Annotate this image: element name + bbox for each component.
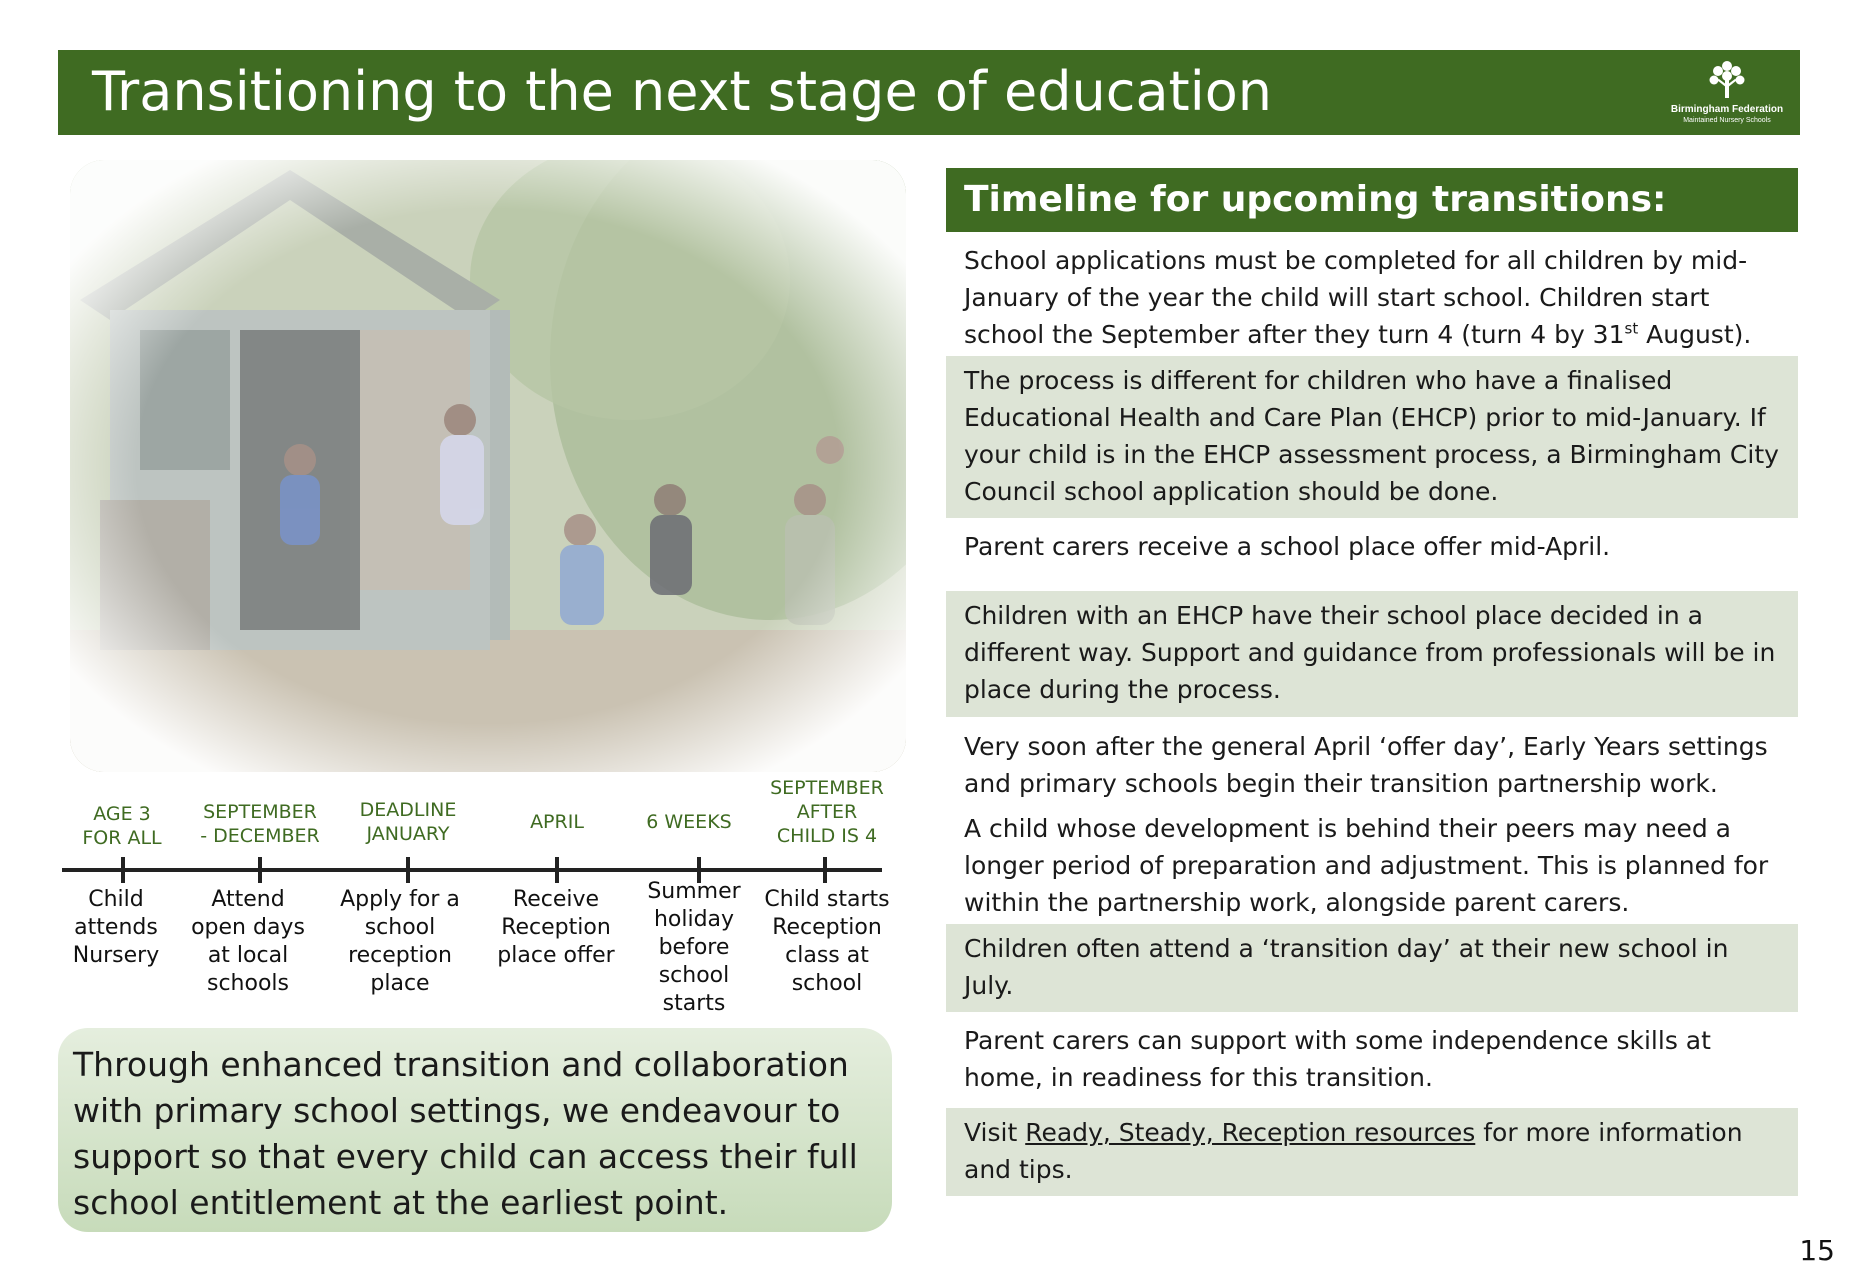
info-row: Children with an EHCP have their school place decided in a different way. Support and guidance from professionals will be in place during the process. [946, 591, 1798, 717]
timeline-label: APRIL [530, 811, 584, 833]
timeline-label: AGE 3 FOR ALL [82, 803, 162, 849]
timeline-description: Apply for a school reception place [340, 887, 460, 996]
info-row [946, 240, 1798, 354]
info-row: Parent carers can support with some independence skills at home, in readiness for this transition. [964, 1026, 1711, 1092]
timeline-label: 6 WEEKS [646, 811, 732, 833]
info-row [946, 1108, 1798, 1196]
summary-callout: Through enhanced transition and collaboration with primary school settings, we endeavour to support so that every child can access their full school entitlement at the earliest point. [58, 1028, 892, 1232]
federation-logo [1662, 58, 1792, 130]
timeline-label: DEADLINE JANUARY [359, 799, 457, 845]
logo-text-sub: Maintained Nursery Schools [1683, 117, 1771, 124]
timeline-tick [555, 857, 559, 883]
timeline-tick [121, 857, 125, 883]
info-text: School applications must be completed for all children by mid-January of the year the child will start school. Children start school the September after they turn 4 (turn 4 by 31 [964, 246, 1748, 349]
info-row: Parent carers receive a school place offer mid-April. [964, 532, 1611, 561]
info-row: The process is different for children who have a finalised Educational Health and Care Plan (EHCP) prior to mid-January. If your child is in the EHCP assessment process, a Birmingham City Council school application should be done. [946, 356, 1798, 518]
timeline-tick [823, 857, 827, 883]
timeline-description: Summer holiday before school starts [647, 879, 741, 1016]
ready-steady-reception-link[interactable]: Ready, Steady, Reception resources [1025, 1118, 1476, 1147]
timeline-labels [60, 770, 900, 850]
logo-text-main: Birmingham Federation [1670, 104, 1784, 115]
timeline-description: Receive Reception place offer [497, 887, 615, 968]
info-superscript: st [1624, 319, 1639, 338]
info-text: August). [1638, 320, 1752, 349]
timeline-description: Child starts Reception class at school [764, 887, 890, 996]
timeline-description: Attend open days at local schools [191, 887, 305, 996]
timeline-descriptions [60, 879, 900, 1026]
timeline-label: SEPTEMBER - DECEMBER [200, 801, 320, 847]
timeline-tick [258, 857, 262, 883]
transition-timeline-panel [946, 168, 1798, 1184]
timeline-tick [406, 857, 410, 883]
info-row: Very soon after the general April ‘offer day’, Early Years settings and primary schools begin their transition partnership work. [964, 732, 1768, 798]
info-text: Visit [964, 1118, 1026, 1147]
title-bar [58, 50, 1800, 135]
tree-icon [1705, 58, 1749, 102]
info-row: A child whose development is behind their peers may need a longer period of preparation and adjustment. This is planned for within the partnership work, alongside parent carers. [964, 814, 1769, 917]
panel-heading: Timeline for upcoming transitions: [946, 168, 1798, 232]
info-row: Children often attend a ‘transition day’ at their new school in July. [946, 924, 1798, 1012]
timeline-axis [62, 868, 882, 872]
timeline-description: Child attends Nursery [72, 887, 160, 968]
info-text: for more information and tips. [964, 1118, 1743, 1184]
page-number: 15 [1799, 1234, 1835, 1267]
children-playhouse-photo [70, 160, 906, 772]
page-title: Transitioning to the next stage of education [92, 60, 1272, 123]
timeline-label: SEPTEMBER AFTER CHILD IS 4 [770, 777, 884, 847]
